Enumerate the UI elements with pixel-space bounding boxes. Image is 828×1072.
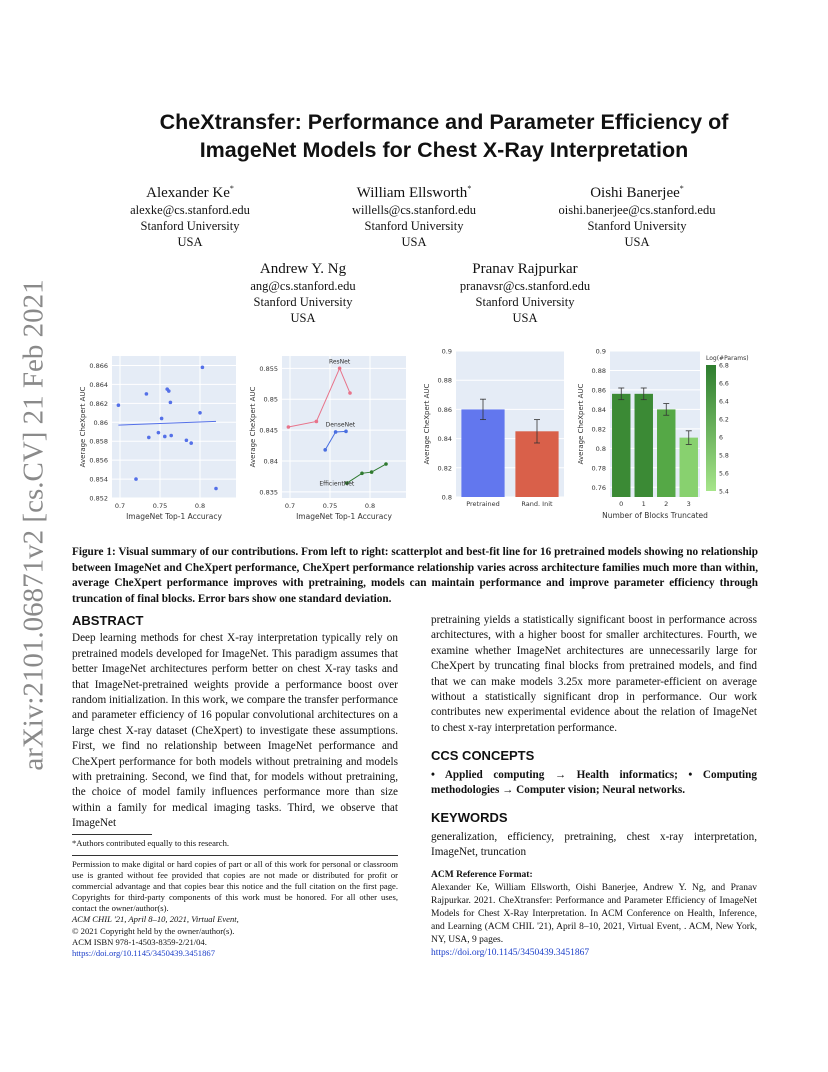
colorbar-tick-label: 6.4 bbox=[719, 398, 729, 406]
author-name bbox=[80, 180, 300, 202]
x-tick-label: 0.8 bbox=[194, 502, 206, 510]
scatter-point bbox=[201, 366, 205, 370]
author-block bbox=[193, 256, 413, 326]
title-line-2: ImageNet Models for Chest X-Ray Interpretation bbox=[199, 138, 689, 162]
paper-title bbox=[60, 108, 828, 164]
name-text: Pranav Rajpurkar bbox=[472, 261, 578, 277]
author-name bbox=[304, 180, 524, 202]
bar-chart-truncation bbox=[574, 342, 760, 524]
scatter-point bbox=[189, 441, 193, 445]
scatter-point bbox=[167, 389, 171, 393]
author-affiliation: Stanford University bbox=[364, 219, 464, 233]
y-tick-label: 0.8 bbox=[595, 444, 606, 453]
ccs-text: • Applied computing → Health informatics; • Computing methodologies → Computer vision; Neural networks. bbox=[431, 768, 757, 797]
author-name bbox=[527, 180, 747, 202]
y-tick-label: 0.84 bbox=[263, 457, 278, 466]
abstract-text-left: Deep learning methods for chest X-ray interpretation typically rely on pretrained models developed for ImageNet. This paradigm assumes that better ImageNet architectures perform better on chest X-ray tasks and that ImageNet-pretrained weights provide a performance boost over random initialization. In this work, we compare the transfer performance and parameter efficiency of 16 popular convolutional architectures on a large chest X-ray dataset (CheXpert) to investigate these assumptions. First, we find no relationship between ImageNet performance and CheXpert performance for both models without pretraining and models with pretraining. Second, we find that, for models without pretraining, the choice of model family influences performance more than size within a family for medical imaging tasks. Third, we observe that ImageNet bbox=[72, 632, 398, 830]
y-axis-label: Average CheXpert AUC bbox=[577, 383, 585, 465]
y-tick-label: 0.84 bbox=[591, 405, 606, 414]
scatter-point bbox=[145, 392, 149, 396]
x-tick-label: 0 bbox=[619, 500, 624, 508]
y-tick-label: 0.78 bbox=[591, 464, 606, 473]
scatter-point bbox=[169, 434, 173, 438]
reference-doi-link[interactable]: https://doi.org/10.1145/3450439.3451867 bbox=[431, 947, 590, 958]
bar bbox=[461, 409, 504, 497]
bar bbox=[657, 409, 675, 497]
x-tick-label: 0.7 bbox=[114, 502, 126, 510]
keywords-heading: KEYWORDS bbox=[431, 810, 508, 826]
y-tick-label: 0.86 bbox=[437, 405, 452, 414]
author-affiliation: Stanford University bbox=[587, 219, 687, 233]
author-email: ang@cs.stanford.edu bbox=[250, 279, 356, 293]
conference-line: ACM CHIL '21, April 8–10, 2021, Virtual Event, bbox=[72, 914, 239, 925]
permission-text: Permission to make digital or hard copies of part or all of this work for personal or classroom use is granted without fee provided that copies are not made or distributed for profit or commercial advantage and that copies bear this notice and the full citation on the first page. Copyrights for third-party components of this work must be honored. For all other uses, contact the owner/author(s). bbox=[72, 859, 398, 914]
series-point bbox=[348, 391, 352, 395]
y-tick-label: 0.85 bbox=[263, 395, 278, 404]
colorbar-tick-label: 6.2 bbox=[719, 416, 729, 424]
abstract-text-right: pretraining yields a statistically significant boost in performance across architectures, with a higher boost for smaller architectures. Fourth, we examine whether ImageNet architectures are unnecessarily large for CheXpert by truncating final blocks from pretrained models, and find that we can make models 3.25x more parameter-efficient on average without a statistically significant drop in performance. Our work contributes new experimental evidence about the relation of ImageNet to chest x-ray interpretation performance. bbox=[431, 614, 757, 734]
scatter-point bbox=[185, 438, 189, 442]
y-tick-label: 0.9 bbox=[595, 347, 606, 356]
author-country: USA bbox=[290, 311, 316, 325]
series-label: EfficientNet bbox=[319, 480, 355, 488]
author-country: USA bbox=[624, 235, 650, 249]
bar bbox=[612, 394, 630, 497]
scatter-point bbox=[157, 431, 161, 435]
colorbar-tick-label: 5.6 bbox=[719, 470, 729, 478]
arxiv-id-text: arXiv:2101.06871v2 [cs.CV] 21 Feb 2021 bbox=[17, 279, 50, 771]
colorbar bbox=[706, 365, 716, 491]
x-tick-label: 0.8 bbox=[364, 502, 376, 510]
author-name bbox=[193, 256, 413, 278]
x-tick-label: 0.7 bbox=[284, 502, 296, 510]
y-tick-label: 0.9 bbox=[441, 347, 452, 356]
plot-area bbox=[112, 356, 236, 498]
footnote-divider bbox=[72, 834, 152, 835]
y-tick-label: 0.88 bbox=[437, 376, 452, 385]
figure-caption: Figure 1: Visual summary of our contributions. From left to right: scatterplot and best-fit line for 16 pretrained models showing no relationship between ImageNet and CheXpert performance, CheXpert performance relationship varies across architecture families much more than within, average CheXpert performance improves with pretraining, models can maintain performance and improve parameter efficiency through truncation of final blocks. Error bars show one standard deviation. bbox=[72, 546, 758, 605]
scatter-point bbox=[147, 436, 151, 440]
scatter-point bbox=[198, 411, 202, 415]
y-tick-label: 0.835 bbox=[259, 488, 278, 497]
y-tick-label: 0.858 bbox=[89, 437, 108, 446]
y-tick-label: 0.866 bbox=[89, 361, 108, 370]
reference-text: Alexander Ke, William Ellsworth, Oishi Banerjee, Andrew Y. Ng, and Pranav Rajpurkar. 2021. CheXtransfer: Performance and Parameter Efficiency of ImageNet Models for Chest X-Ray Interpretation. In ACM Conference on Health, Inference, and Learning (ACM CHIL '21), April 8–10, 2021, Virtual Event, . ACM, New York, NY, USA, 9 pages. bbox=[431, 882, 757, 945]
series-point bbox=[338, 367, 342, 371]
bar-chart-pretraining bbox=[420, 342, 572, 524]
series-point bbox=[370, 470, 374, 474]
scatter-point bbox=[160, 417, 164, 421]
y-tick-label: 0.855 bbox=[259, 364, 278, 373]
series-point bbox=[287, 425, 291, 429]
x-tick-label: Pretrained bbox=[466, 500, 500, 508]
author-affiliation: Stanford University bbox=[140, 219, 240, 233]
x-axis-label: Number of Blocks Truncated bbox=[602, 511, 708, 520]
equal-contribution-mark: * bbox=[467, 184, 472, 193]
author-affiliation: Stanford University bbox=[475, 295, 575, 309]
series-point bbox=[360, 472, 364, 476]
scatter-point bbox=[117, 403, 121, 407]
y-tick-label: 0.76 bbox=[591, 483, 606, 492]
keywords-text: generalization, efficiency, pretraining, chest x-ray interpretation, ImageNet, truncation bbox=[431, 830, 757, 859]
y-tick-label: 0.82 bbox=[591, 425, 606, 434]
author-country: USA bbox=[512, 311, 538, 325]
author-affiliation: Stanford University bbox=[253, 295, 353, 309]
series-label: ResNet bbox=[328, 358, 351, 366]
y-tick-label: 0.856 bbox=[89, 456, 108, 465]
colorbar-tick-label: 6.8 bbox=[719, 362, 729, 370]
right-column bbox=[431, 613, 757, 960]
permission-divider bbox=[72, 855, 398, 856]
x-axis-label: ImageNet Top-1 Accuracy bbox=[126, 512, 222, 521]
series-point bbox=[384, 462, 388, 466]
title-line-1: CheXtransfer: Performance and Parameter Efficiency of bbox=[159, 110, 729, 134]
name-text: William Ellsworth bbox=[356, 185, 468, 201]
series-point bbox=[323, 448, 327, 452]
author-email: oishi.banerjee@cs.stanford.edu bbox=[558, 203, 716, 217]
series-point bbox=[334, 430, 338, 434]
author-block bbox=[415, 256, 635, 326]
y-tick-label: 0.84 bbox=[437, 435, 452, 444]
colorbar-tick-label: 5.8 bbox=[719, 452, 729, 460]
x-tick-label: 3 bbox=[686, 500, 691, 508]
colorbar-tick-label: 6 bbox=[719, 434, 723, 442]
abstract-heading: ABSTRACT bbox=[72, 613, 144, 628]
y-axis-label: Average CheXpert AUC bbox=[249, 386, 257, 468]
series-label: DenseNet bbox=[325, 421, 356, 429]
y-tick-label: 0.864 bbox=[89, 380, 108, 389]
author-country: USA bbox=[177, 235, 203, 249]
bar bbox=[635, 394, 653, 497]
line-chart-architecture-families bbox=[246, 342, 414, 524]
y-tick-label: 0.88 bbox=[591, 366, 606, 375]
series-point bbox=[315, 420, 319, 424]
reference-heading: ACM Reference Format: bbox=[431, 869, 533, 880]
x-tick-label: 1 bbox=[641, 500, 646, 508]
colorbar-title: Log(#Params) bbox=[706, 355, 749, 362]
name-text: Alexander Ke bbox=[146, 185, 230, 201]
name-text: Oishi Banerjee bbox=[590, 185, 680, 201]
scatter-chart-imagenet-vs-chexpert bbox=[76, 342, 244, 524]
author-block bbox=[527, 180, 747, 250]
author-name bbox=[415, 256, 635, 278]
author-block bbox=[80, 180, 300, 250]
scatter-point bbox=[214, 487, 218, 491]
y-axis-label: Average CheXpert AUC bbox=[79, 386, 87, 468]
author-email: pranavsr@cs.stanford.edu bbox=[459, 279, 591, 293]
y-tick-label: 0.852 bbox=[89, 494, 108, 503]
y-tick-label: 0.845 bbox=[259, 426, 278, 435]
x-tick-label: 0.75 bbox=[322, 502, 338, 510]
y-tick-label: 0.86 bbox=[591, 386, 606, 395]
y-tick-label: 0.854 bbox=[89, 475, 108, 484]
bar bbox=[680, 438, 698, 497]
equal-contribution-mark: * bbox=[229, 184, 234, 193]
scatter-point bbox=[169, 401, 173, 405]
ccs-heading: CCS CONCEPTS bbox=[431, 748, 535, 764]
left-column bbox=[72, 613, 398, 832]
y-tick-label: 0.86 bbox=[93, 418, 108, 427]
author-email: willells@cs.stanford.edu bbox=[352, 203, 476, 217]
scatter-point bbox=[163, 435, 167, 439]
arxiv-identifier bbox=[14, 279, 54, 771]
copyright-line: © 2021 Copyright held by the owner/author(s). bbox=[72, 925, 235, 936]
permission-block bbox=[72, 859, 398, 959]
isbn-line: ACM ISBN 978-1-4503-8359-2/21/04. bbox=[72, 936, 207, 947]
author-email: alexke@cs.stanford.edu bbox=[130, 203, 250, 217]
y-tick-label: 0.862 bbox=[89, 399, 108, 408]
x-tick-label: Rand. Init bbox=[521, 500, 553, 508]
x-tick-label: 2 bbox=[664, 500, 669, 508]
name-text: Andrew Y. Ng bbox=[259, 261, 347, 277]
y-axis-label: Average CheXpert AUC bbox=[423, 383, 431, 465]
scatter-point bbox=[134, 477, 138, 481]
author-block bbox=[304, 180, 524, 250]
equal-contribution-mark: * bbox=[679, 184, 684, 193]
author-country: USA bbox=[401, 235, 427, 249]
colorbar-tick-label: 6.6 bbox=[719, 380, 729, 388]
footnote: *Authors contributed equally to this research. bbox=[72, 838, 230, 848]
x-tick-label: 0.75 bbox=[152, 502, 168, 510]
y-tick-label: 0.8 bbox=[441, 493, 452, 502]
y-tick-label: 0.82 bbox=[437, 464, 452, 473]
doi-link[interactable]: https://doi.org/10.1145/3450439.3451867 bbox=[72, 947, 215, 958]
x-axis-label: ImageNet Top-1 Accuracy bbox=[296, 512, 392, 521]
colorbar-tick-label: 5.4 bbox=[719, 488, 729, 496]
series-point bbox=[344, 430, 348, 434]
